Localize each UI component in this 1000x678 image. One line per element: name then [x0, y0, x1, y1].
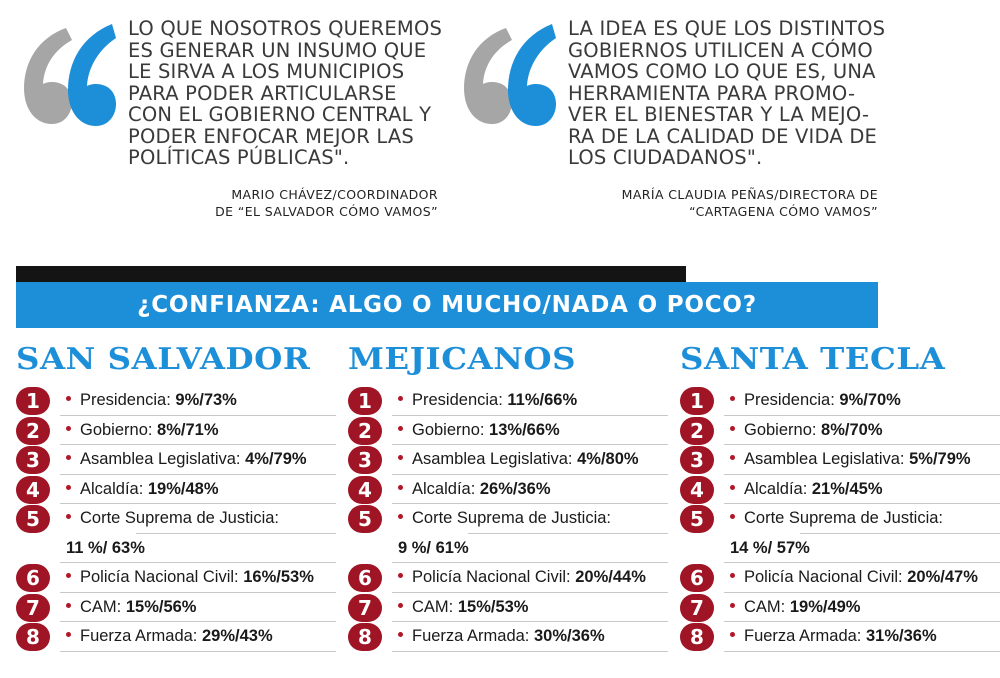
column-santa-tecla: [680, 340, 1000, 652]
item-value: 16%/53%: [243, 568, 314, 586]
bullet-icon: [398, 396, 403, 401]
rank-badge: 2: [680, 417, 714, 445]
item-text: [66, 450, 307, 469]
item-text: [66, 568, 314, 587]
rank-badge: 8: [348, 623, 382, 651]
bullet-icon: [730, 485, 735, 490]
bullet-icon: [398, 485, 403, 490]
item-text: [398, 598, 528, 617]
item-value: 21%/45%: [811, 479, 883, 498]
credit-line: MARIO CHÁVEZ/COORDINADOR: [231, 187, 438, 202]
quote-line: PODER ENFOCAR MEJOR LAS: [128, 124, 414, 148]
rank-badge: 7: [348, 594, 382, 622]
list-item: [680, 475, 1000, 505]
item-label: Presidencia:: [744, 391, 840, 409]
item-label: CAM:: [80, 597, 126, 616]
item-text: [66, 421, 219, 440]
item-text: [398, 627, 605, 646]
item-label: Asamblea Legislativa:: [80, 450, 246, 468]
quote-text: [128, 18, 442, 169]
black-divider-bar: [16, 266, 686, 282]
item-label: Fuerza Armada:: [80, 627, 202, 645]
item-value: 4%/80%: [577, 450, 639, 468]
list-item: [680, 386, 1000, 416]
item-text: [66, 627, 273, 646]
section-banner: ¿CONFIANZA: ALGO O MUCHO/NADA O POCO?: [16, 282, 878, 328]
list-item: [16, 445, 336, 475]
item-label: Corte Suprema de Justicia:: [744, 509, 944, 527]
item-text: [398, 509, 611, 528]
rank-badge: 7: [680, 594, 714, 622]
bullet-icon: [730, 573, 735, 578]
item-value: 8%/70%: [821, 420, 883, 439]
quote-line: PARA PODER ARTICULARSE: [128, 81, 397, 105]
item-value: 31%/36%: [865, 627, 937, 645]
credit-line: “CARTAGENA CÓMO VAMOS”: [689, 204, 878, 219]
list-item: [348, 563, 668, 593]
item-label: Policía Nacional Civil:: [412, 568, 576, 586]
bullet-icon: [398, 632, 403, 637]
item-value: 8%/71%: [157, 420, 219, 439]
item-label: Alcaldía:: [80, 479, 148, 498]
quote-mark-icon: [18, 10, 118, 130]
list-item: [16, 593, 336, 623]
item-value: 19%/49%: [789, 597, 861, 616]
column-san-salvador: [16, 340, 336, 652]
bullet-icon: [66, 514, 71, 519]
bullet-icon: [398, 573, 403, 578]
item-text: [730, 421, 883, 440]
bullet-icon: [66, 632, 71, 637]
list-item: [680, 504, 1000, 563]
quote-text: [568, 18, 885, 169]
item-label: Corte Suprema de Justicia:: [80, 509, 280, 527]
quote-line: ES GENERAR UN INSUMO QUE: [128, 38, 427, 62]
item-text: [730, 568, 978, 587]
list-item: [348, 622, 668, 652]
row-divider: [800, 533, 1000, 534]
item-text: [398, 568, 646, 587]
item-text: [730, 598, 860, 617]
item-text: [730, 450, 971, 469]
column-mejicanos: [348, 340, 668, 652]
rank-badge: 1: [16, 387, 50, 415]
list-item: [348, 504, 668, 563]
rank-badge: 2: [348, 417, 382, 445]
credit-line: DE “EL SALVADOR CÓMO VAMOS”: [215, 204, 438, 219]
bullet-icon: [398, 455, 403, 460]
bullet-icon: [398, 514, 403, 519]
bullet-icon: [66, 396, 71, 401]
list-item: [16, 475, 336, 505]
column-title: SAN SALVADOR: [16, 342, 311, 377]
rank-badge: 3: [680, 446, 714, 474]
credit-line: MARÍA CLAUDIA PEÑAS/DIRECTORA DE: [621, 187, 878, 202]
quote-line: CON EL GOBIERNO CENTRAL Y: [128, 103, 432, 126]
item-label: Corte Suprema de Justicia:: [412, 509, 612, 527]
item-value: 5%/79%: [909, 450, 971, 468]
item-label: Alcaldía:: [744, 479, 812, 498]
item-text: [730, 509, 943, 528]
item-text: [398, 450, 639, 469]
item-text: [398, 480, 551, 499]
rank-badge: 1: [680, 387, 714, 415]
item-label: Gobierno:: [80, 420, 158, 439]
list-item: [680, 593, 1000, 623]
item-text: [66, 391, 237, 410]
quote-credit: [215, 186, 438, 220]
rank-badge: 4: [348, 476, 382, 504]
list-item: [16, 622, 336, 652]
item-text: [398, 421, 560, 440]
item-value: 9%/73%: [175, 391, 237, 409]
item-label: CAM:: [412, 597, 458, 616]
rank-badge: 6: [680, 564, 714, 592]
rank-badge: 2: [16, 417, 50, 445]
item-value: 14 %/ 57%: [730, 539, 810, 557]
list-item: [680, 416, 1000, 446]
bullet-icon: [66, 455, 71, 460]
item-label: Policía Nacional Civil:: [80, 568, 244, 586]
item-value: 9 %/ 61%: [398, 539, 469, 557]
item-text: [66, 598, 196, 617]
quote-line: VER EL BIENESTAR Y LA MEJO-: [568, 103, 870, 126]
item-label: Asamblea Legislativa:: [744, 450, 910, 468]
quote-line: LE SIRVA A LOS MUNICIPIOS: [128, 60, 405, 83]
item-text: [730, 480, 883, 499]
item-value: 30%/36%: [533, 627, 605, 645]
quote-line: VAMOS COMO LO QUE ES, UNA: [568, 60, 876, 83]
bullet-icon: [398, 603, 403, 608]
quote-line: LOS CIUDADANOS".: [568, 146, 763, 169]
item-text: [398, 391, 577, 410]
row-divider: [392, 651, 668, 652]
bullet-icon: [730, 632, 735, 637]
item-label: Asamblea Legislativa:: [412, 450, 578, 468]
item-value: 26%/36%: [479, 479, 551, 498]
item-label: Presidencia:: [80, 391, 176, 409]
list-item: [16, 416, 336, 446]
column-title: SANTA TECLA: [680, 342, 946, 377]
row-divider: [468, 533, 668, 534]
rank-badge: 3: [16, 446, 50, 474]
item-value: 15%/56%: [125, 597, 197, 616]
list-item: [348, 416, 668, 446]
item-label: Gobierno:: [412, 420, 490, 439]
list-item: [680, 445, 1000, 475]
item-value: 13%/66%: [489, 420, 560, 439]
row-divider: [724, 651, 1000, 652]
list-item: [16, 504, 336, 563]
item-label: Policía Nacional Civil:: [744, 568, 908, 586]
item-text: [730, 627, 937, 646]
bullet-icon: [66, 485, 71, 490]
quote-line: GOBIERNOS UTILICEN A CÓMO: [568, 38, 873, 62]
item-text: [66, 480, 219, 499]
bullet-icon: [730, 455, 735, 460]
list-item: [16, 386, 336, 416]
item-label: Gobierno:: [744, 420, 822, 439]
quote-mark-icon: [458, 10, 558, 130]
quote-credit: [622, 186, 878, 220]
item-value: 29%/43%: [201, 627, 273, 645]
quote-block-1: [18, 10, 458, 220]
bullet-icon: [66, 573, 71, 578]
quote-line: LA IDEA ES QUE LOS DISTINTOS: [568, 17, 886, 40]
rank-badge: 6: [348, 564, 382, 592]
quote-line: HERRAMIENTA PARA PROMO-: [568, 81, 856, 105]
quote-line: LO QUE NOSOTROS QUEREMOS: [128, 17, 443, 40]
rank-badge: 6: [16, 564, 50, 592]
item-value: 19%/48%: [147, 479, 219, 498]
list-item: [680, 622, 1000, 652]
rank-badge: 5: [16, 505, 50, 533]
item-value: 15%/53%: [457, 597, 529, 616]
rank-badge: 5: [348, 505, 382, 533]
rank-badge: 4: [16, 476, 50, 504]
bullet-icon: [398, 426, 403, 431]
list-item: [348, 593, 668, 623]
rank-badge: 3: [348, 446, 382, 474]
rank-badge: 8: [16, 623, 50, 651]
item-value: 4%/79%: [245, 450, 307, 468]
list-item: [348, 386, 668, 416]
item-value: 20%/44%: [575, 568, 646, 586]
item-value: 9%/70%: [839, 391, 901, 409]
bullet-icon: [730, 396, 735, 401]
quote-line: POLÍTICAS PÚBLICAS".: [128, 146, 350, 169]
bullet-icon: [66, 426, 71, 431]
list-item: [16, 563, 336, 593]
rank-badge: 1: [348, 387, 382, 415]
row-divider: [60, 651, 336, 652]
item-value: 11%/66%: [507, 391, 578, 409]
list-item: [348, 445, 668, 475]
rank-badge: 4: [680, 476, 714, 504]
quote-block-2: [458, 10, 888, 220]
item-value: 11 %/ 63%: [66, 539, 145, 557]
item-label: Fuerza Armada:: [744, 627, 866, 645]
bullet-icon: [66, 603, 71, 608]
bullet-icon: [730, 603, 735, 608]
item-label: CAM:: [744, 597, 790, 616]
item-text: [66, 509, 279, 528]
item-label: Fuerza Armada:: [412, 627, 534, 645]
column-title: MEJICANOS: [348, 342, 577, 377]
list-item: [348, 475, 668, 505]
rank-badge: 8: [680, 623, 714, 651]
rank-badge: 5: [680, 505, 714, 533]
item-text: [730, 391, 901, 410]
rank-badge: 7: [16, 594, 50, 622]
bullet-icon: [730, 426, 735, 431]
item-label: Presidencia:: [412, 391, 508, 409]
list-item: [680, 563, 1000, 593]
bullet-icon: [730, 514, 735, 519]
quote-line: RA DE LA CALIDAD DE VIDA DE: [568, 124, 878, 148]
row-divider: [136, 533, 336, 534]
item-value: 20%/47%: [907, 568, 978, 586]
item-label: Alcaldía:: [412, 479, 480, 498]
